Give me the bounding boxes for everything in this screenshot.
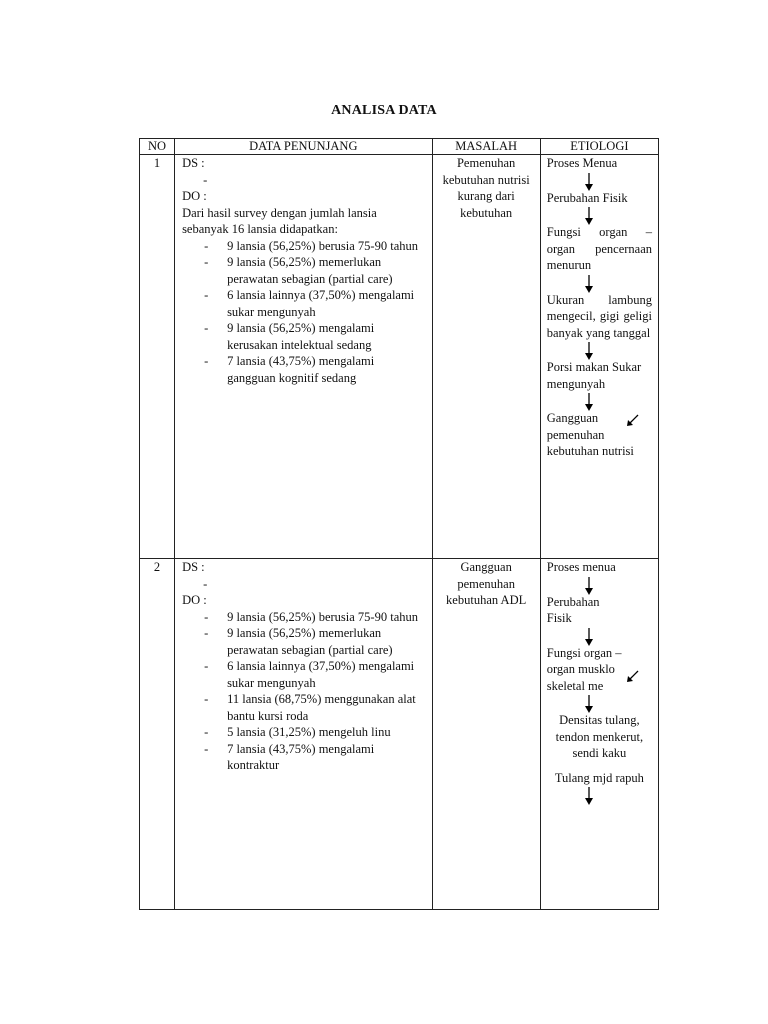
data-penunjang-cell bbox=[175, 155, 432, 559]
etiologi-step: Gangguan pemenuhan kebutuhan nutrisi bbox=[546, 411, 634, 458]
list-item: - 5 lansia (31,25%) mengeluh linu bbox=[182, 724, 425, 741]
list-item: - 9 lansia (56,25%) memerlukan perawatan sebagian (partial care) bbox=[182, 625, 425, 658]
row-number: 1 bbox=[140, 155, 175, 559]
list-item: - 9 lansia (56,25%) mengalami kerusakan intelektual sedang bbox=[182, 320, 425, 353]
table-row bbox=[140, 559, 659, 910]
ds-value: - bbox=[203, 172, 208, 187]
spacer bbox=[547, 762, 652, 770]
header-etiologi: ETIOLOGI bbox=[540, 139, 658, 155]
header-masalah: MASALAH bbox=[432, 139, 540, 155]
ds-label: DS : bbox=[182, 560, 205, 574]
page-title: ANALISA DATA bbox=[331, 103, 437, 118]
down-arrow-icon bbox=[547, 172, 652, 190]
list-item: - 7 lansia (43,75%) mengalami kontraktur bbox=[182, 741, 425, 774]
header-no: NO bbox=[140, 139, 175, 155]
header-data-penunjang: DATA PENUNJANG bbox=[175, 139, 432, 155]
ds-label: DS : bbox=[182, 156, 205, 170]
down-arrow-icon bbox=[547, 274, 652, 292]
etiologi-step: Fungsi organ – organ pencernaan menurun bbox=[546, 225, 652, 272]
do-intro: Dari hasil survey dengan jumlah lansia sebanyak 16 lansia didapatkan: bbox=[182, 205, 377, 236]
row-number: 2 bbox=[140, 559, 175, 910]
down-arrow-icon bbox=[547, 576, 652, 594]
list-item: - 9 lansia (56,25%) memerlukan perawatan sebagian (partial care) bbox=[182, 254, 425, 287]
down-arrow-icon bbox=[547, 786, 652, 804]
etiologi-step: Proses Menua bbox=[546, 156, 618, 170]
do-label: DO : bbox=[182, 189, 207, 203]
etiologi-step: Perubahan Fisik bbox=[546, 190, 628, 205]
ds-value: - bbox=[203, 576, 208, 591]
masalah-cell: Gangguan pemenuhan kebutuhan ADL bbox=[432, 559, 540, 910]
list-item: - 7 lansia (43,75%) mengalami gangguan kognitif sedang bbox=[182, 353, 425, 386]
etiologi-step: Ukuran lambung mengecil, gigi geligi banyak yang tanggal bbox=[546, 292, 652, 340]
down-arrow-icon bbox=[547, 694, 652, 712]
table-header-row bbox=[140, 139, 659, 155]
etiologi-step: Porsi makan Sukar mengunyah bbox=[546, 360, 642, 391]
list-item: - 11 lansia (68,75%) menggunakan alat bantu kursi roda bbox=[182, 691, 425, 724]
etiologi-cell bbox=[540, 559, 658, 910]
masalah-cell: Pemenuhan kebutuhan nutrisi kurang dari kebutuhan bbox=[432, 155, 540, 559]
etiologi-cell bbox=[540, 155, 658, 559]
diagonal-arrow-icon bbox=[625, 669, 641, 685]
do-list bbox=[182, 238, 425, 387]
etiologi-step: Perubahan Fisik bbox=[546, 594, 600, 625]
list-item: - 9 lansia (56,25%) berusia 75-90 tahun bbox=[182, 238, 425, 255]
down-arrow-icon bbox=[547, 627, 652, 645]
list-item: - 9 lansia (56,25%) berusia 75-90 tahun bbox=[182, 609, 425, 626]
list-item: - 6 lansia lainnya (37,50%) mengalami sukar mengunyah bbox=[182, 287, 425, 320]
table-row bbox=[140, 155, 659, 559]
etiologi-step: Tulang mjd rapuh bbox=[554, 770, 644, 785]
down-arrow-icon bbox=[547, 206, 652, 224]
data-penunjang-cell bbox=[175, 559, 432, 910]
down-arrow-icon bbox=[547, 341, 652, 359]
etiologi-step: Densitas tulang, tendon menkerut, sendi kaku bbox=[555, 713, 644, 760]
do-list bbox=[182, 609, 425, 774]
etiologi-step: Proses menua bbox=[546, 560, 616, 574]
do-label: DO : bbox=[182, 593, 207, 607]
analysis-table bbox=[139, 138, 659, 910]
list-item: - 6 lansia lainnya (37,50%) mengalami sukar mengunyah bbox=[182, 658, 425, 691]
diagonal-arrow-icon bbox=[625, 413, 641, 429]
down-arrow-icon bbox=[547, 392, 652, 410]
etiologi-step: Fungsi organ – organ musklo skeletal me bbox=[546, 645, 622, 693]
